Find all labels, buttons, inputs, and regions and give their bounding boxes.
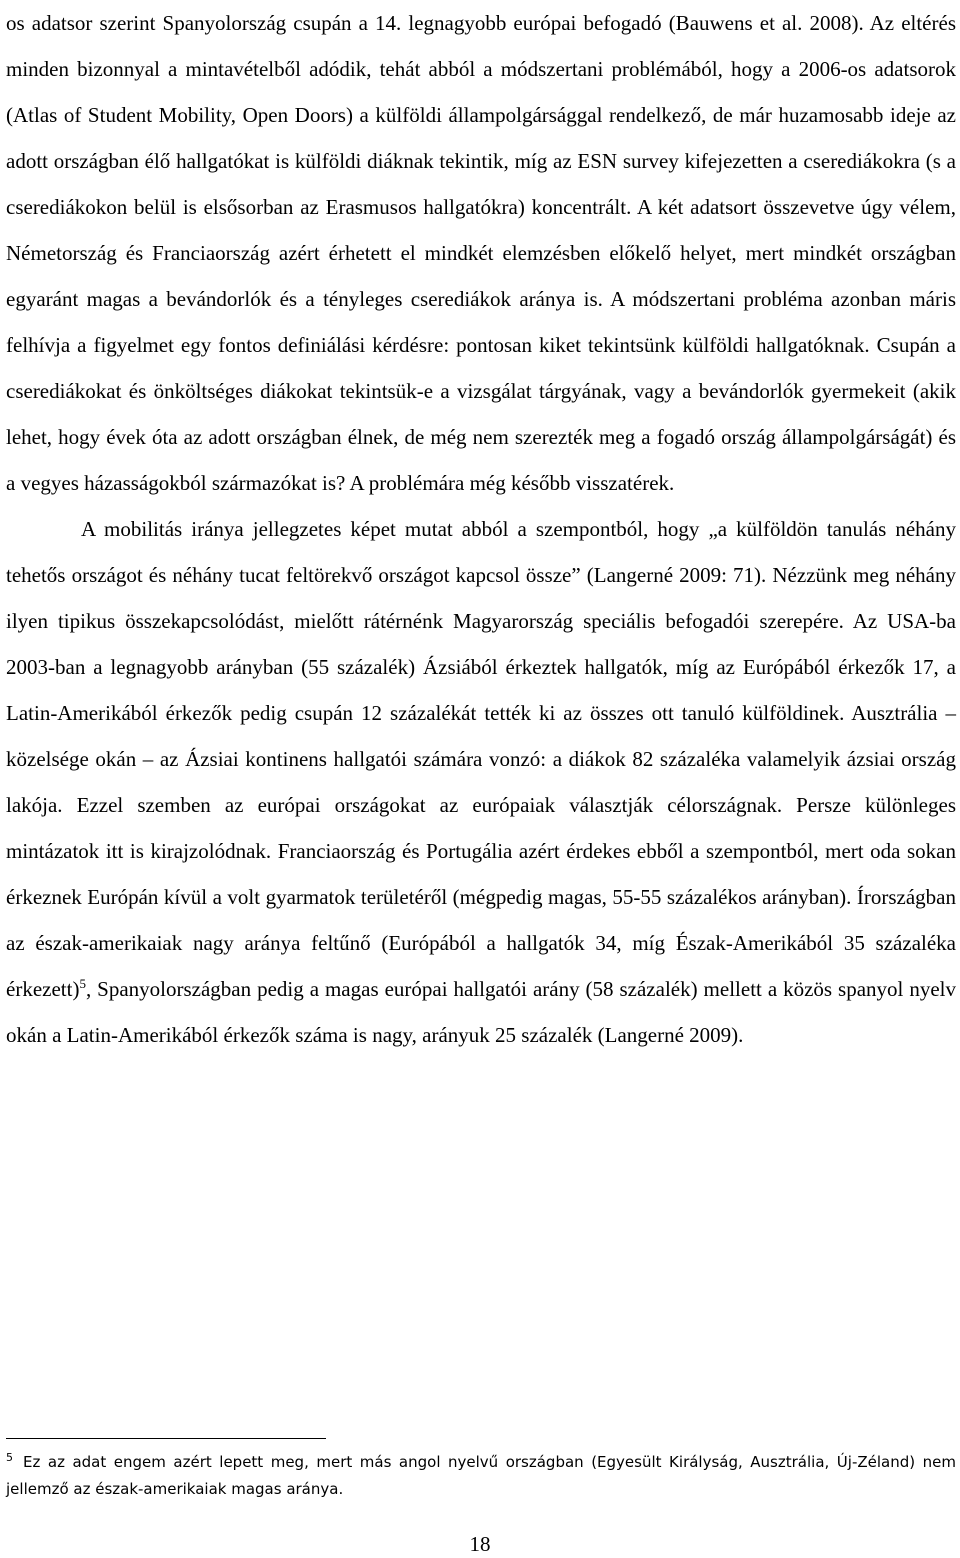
paragraph — [6, 506, 956, 1058]
paragraph-text: A mobilitás iránya jellegzetes képet mutat abból a szempontból, hogy „a külföldön tanulás néhány tehetős országot és néhány tucat feltörekvő országot kapcsol össze” (Langerné 2009: 71). Nézzünk meg néhány ilyen tipikus összekapcsolódást, mielőtt rátérnénk Magyarország speciális befogadói szerepére. Az USA-ba 2003-ban a legnagyobb arányban (55 százalék) Ázsiából érkeztek hallgatók, míg az Európából érkezők 17, a Latin-Amerikából érkezők pedig csupán 12 százalékát tették ki az összes ott tanuló külföldinek. Ausztrália – közelsége okán – az Ázsiai kontinens hallgatói számára vonzó: a diákok 82 százaléka valamelyik ázsiai ország lakója. Ezzel szemben az európai országokat az európaiak választják célországnak. Persze különleges mintázatok itt is kirajzolódnak. Franciaország és Portugália azért érdekes ebből a szempontból, mert oda sokan érkeznek Európán kívül a volt gyarmatok területéről (mégpedig magas, 55-55 százalékos arányban). Írországban az észak-amerikaiak nagy aránya feltűnő (Európából a hallgatók 34, míg Észak-Amerikából 35 százaléka érkezett) — [6, 517, 956, 1001]
page-number: 18 — [469, 1532, 491, 1556]
paragraph — [6, 0, 956, 506]
paragraph-text: , Spanyolországban pedig a magas európai hallgatói arány (58 százalék) mellett a közös spanyol nyelv okán a Latin-Amerikából érkezők száma is nagy, arányuk 25 százalék (Langerné 2009). — [6, 977, 956, 1047]
footnote-reference: 5 — [79, 976, 86, 991]
body-text — [6, 0, 956, 1058]
footnote-separator — [6, 1438, 326, 1439]
paragraph-text: os adatsor szerint Spanyolország csupán a 14. legnagyobb európai befogadó (Bauwens et al. 2008). Az eltérés minden bizonnyal a mintavételből adódik, tehát abból a módszertani problémából, hogy a 2006-os adatsorok (Atlas of Student Mobility, Open Doors) a külföldi állampolgársággal rendelkező, de már huzamosabb ideje az adott országban élő hallgatókat is külföldi diáknak tekintik, míg az ESN survey kifejezetten a cserediákokra (s a cserediákokon belül is elsősorban az Erasmusos hallgatókra) koncentrált. A két adatsort összevetve úgy vélem, Németország és Franciaország azért érhetett el mindkét elemzésben előkelő helyet, mert mindkét országban egyaránt magas a bevándorlók és a tényleges cserediákok aránya is. A módszertani probléma azonban máris felhívja a figyelmet egy fontos definiálási kérdésre: pontosan kiket tekintsünk külföldi hallgatóknak. Csupán a cserediákokat és önköltséges diákokat tekintsük-e a vizsgálat tárgyának, vagy a bevándorlók gyermekeit (akik lehet, hogy évek óta az adott országban élnek, de még nem szerezték meg a fogadó ország állampolgárságát) és a vegyes házasságokból származókat is? A problémára még később visszatérek. — [6, 11, 956, 495]
footnote-number: 5 — [6, 1451, 13, 1464]
footnote-text: Ez az adat engem azért lepett meg, mert más angol nyelvű országban (Egyesült Királyság, Ausztrália, Új-Zéland) nem jellemző az észak-amerikaiak magas aránya. — [6, 1453, 956, 1498]
footnote — [6, 1449, 956, 1503]
